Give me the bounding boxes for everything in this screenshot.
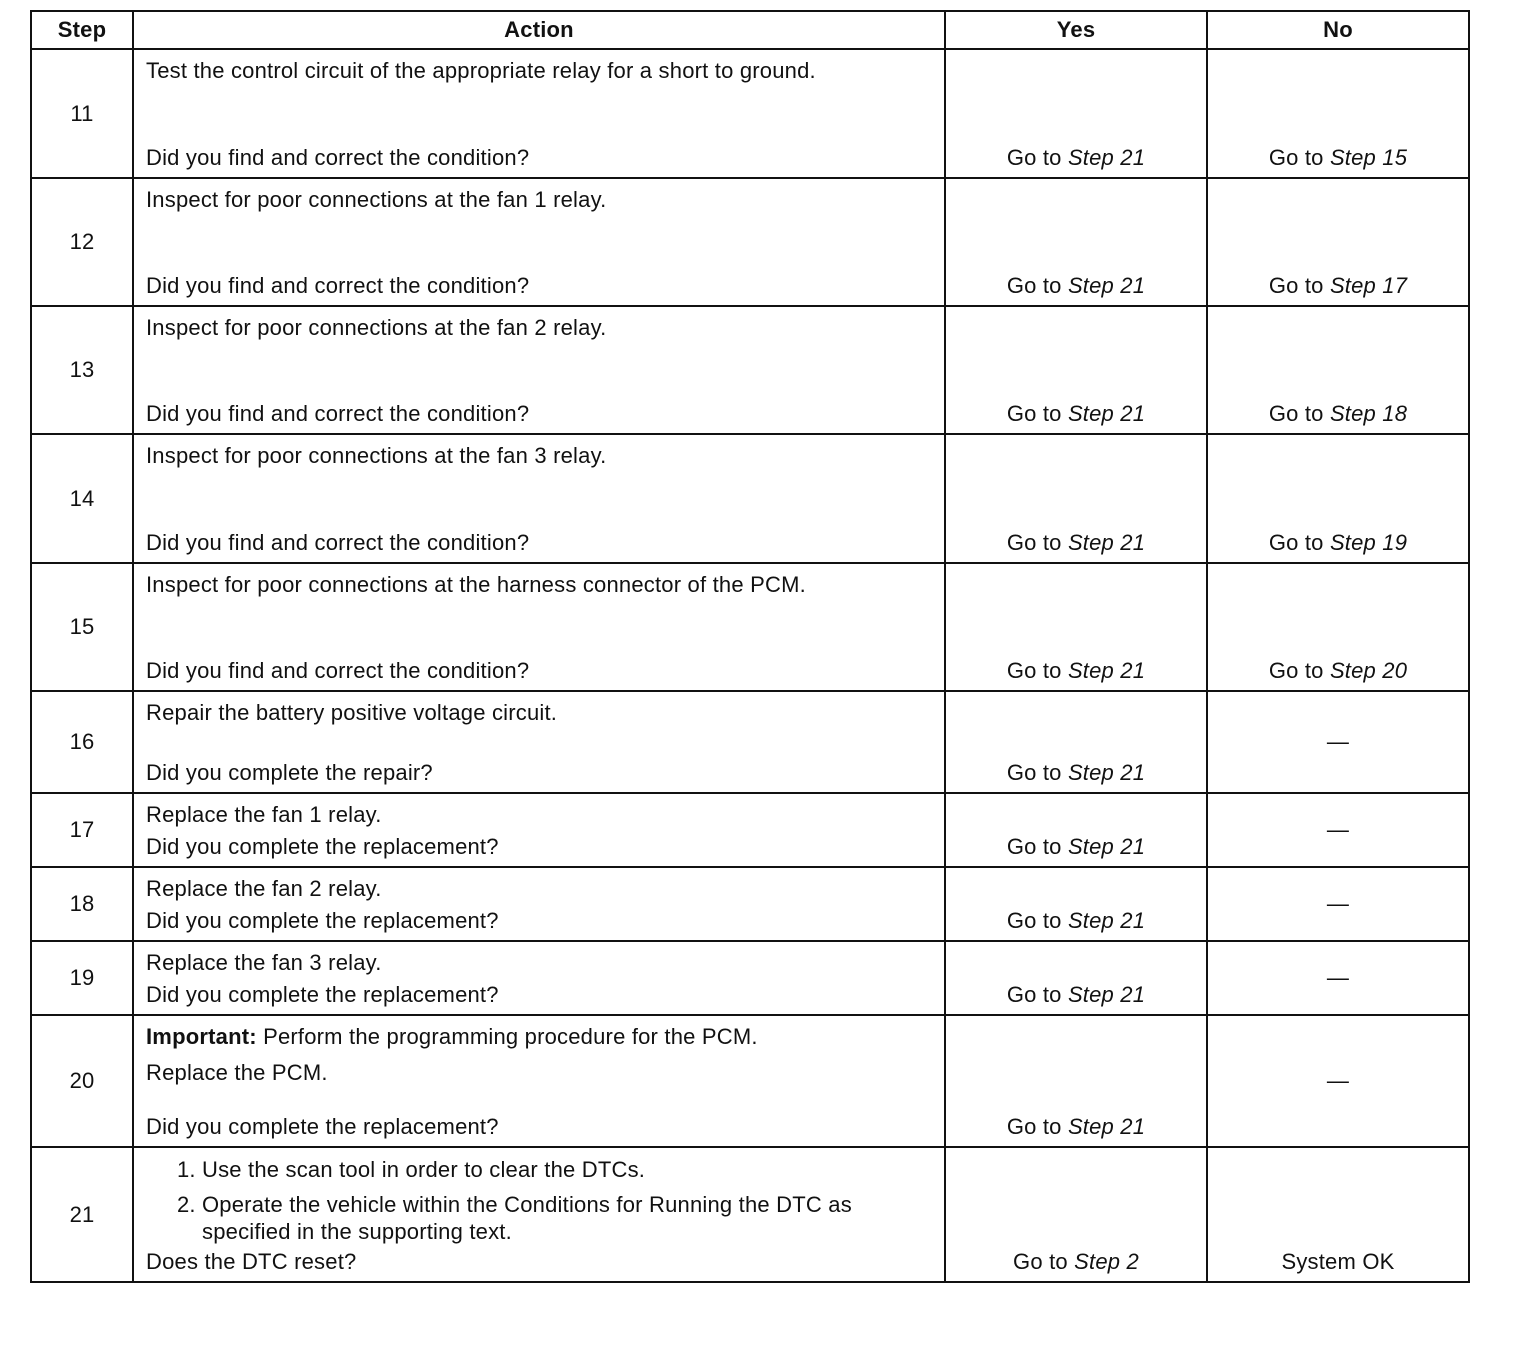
yes-cell xyxy=(945,1147,1207,1282)
goto-prefix: Go to xyxy=(1268,401,1324,426)
action-question: Did you complete the replacement? xyxy=(146,908,499,933)
step-number: 16 xyxy=(31,691,133,793)
action-cell xyxy=(133,178,945,306)
action-cell xyxy=(133,1015,945,1147)
yes-cell xyxy=(945,49,1207,178)
action-question: Did you complete the repair? xyxy=(146,760,433,785)
step-number: 15 xyxy=(31,563,133,691)
step-number: 19 xyxy=(31,941,133,1015)
action-question: Does the DTC reset? xyxy=(146,1249,357,1274)
step-number: 17 xyxy=(31,793,133,867)
no-cell xyxy=(1207,563,1469,691)
table-row xyxy=(31,691,1469,793)
goto-prefix: Go to xyxy=(1006,760,1062,785)
action-text: Test the control circuit of the appropriate relay for a short to ground. xyxy=(146,58,816,83)
no-cell xyxy=(1207,941,1469,1015)
goto-prefix: Go to xyxy=(1268,145,1324,170)
yes-cell xyxy=(945,306,1207,434)
no-cell xyxy=(1207,49,1469,178)
no-cell xyxy=(1207,793,1469,867)
goto-step-link: Step 15 xyxy=(1329,145,1408,170)
list-item: 1. Use the scan tool in order to clear the DTCs. xyxy=(202,1156,932,1183)
step-number: 21 xyxy=(31,1147,133,1282)
header-yes: Yes xyxy=(945,11,1207,49)
table-header-row xyxy=(31,11,1469,49)
action-question: Did you complete the replacement? xyxy=(146,834,499,859)
procedure-list xyxy=(146,1156,932,1245)
yes-cell xyxy=(945,1015,1207,1147)
header-no: No xyxy=(1207,11,1469,49)
action-cell xyxy=(133,867,945,941)
goto-prefix: Go to xyxy=(1006,273,1062,298)
goto-prefix: Go to xyxy=(1006,401,1062,426)
no-cell xyxy=(1207,306,1469,434)
action-text: Repair the battery positive voltage circuit. xyxy=(146,700,558,725)
list-item: 2. Operate the vehicle within the Conditions for Running the DTC as specified in the supporting text. xyxy=(202,1191,932,1245)
goto-step-link: Step 21 xyxy=(1067,982,1146,1007)
no-cell xyxy=(1207,1015,1469,1147)
goto-step-link: Step 21 xyxy=(1067,530,1146,555)
table-row xyxy=(31,306,1469,434)
dash-placeholder: — xyxy=(1326,965,1350,990)
important-text: Perform the programming procedure for the PCM. xyxy=(256,1024,758,1049)
goto-prefix: Go to xyxy=(1013,1249,1068,1274)
step-number: 14 xyxy=(31,434,133,563)
header-action: Action xyxy=(133,11,945,49)
action-text: Replace the fan 3 relay. xyxy=(146,950,382,975)
action-cell xyxy=(133,691,945,793)
goto-step-link: Step 17 xyxy=(1329,273,1408,298)
goto-prefix: Go to xyxy=(1268,273,1324,298)
no-cell xyxy=(1207,867,1469,941)
step-number: 20 xyxy=(31,1015,133,1147)
goto-step-link: Step 21 xyxy=(1067,658,1146,683)
yes-cell xyxy=(945,941,1207,1015)
action-text: Inspect for poor connections at the harness connector of the PCM. xyxy=(146,572,806,597)
goto-step-link: Step 18 xyxy=(1329,401,1408,426)
action-cell xyxy=(133,434,945,563)
action-text: Replace the fan 1 relay. xyxy=(146,802,382,827)
action-question: Did you find and correct the condition? xyxy=(146,530,530,555)
goto-step-link: Step 21 xyxy=(1067,401,1146,426)
goto-step-link: Step 21 xyxy=(1067,760,1146,785)
goto-step-link: Step 20 xyxy=(1329,658,1408,683)
yes-cell xyxy=(945,434,1207,563)
goto-step-link: Step 21 xyxy=(1067,834,1146,859)
goto-step-link: Step 21 xyxy=(1067,273,1146,298)
step-number: 13 xyxy=(31,306,133,434)
action-question: Did you find and correct the condition? xyxy=(146,273,530,298)
table-row xyxy=(31,49,1469,178)
goto-step-link: Step 21 xyxy=(1067,145,1146,170)
action-text: Replace the PCM. xyxy=(146,1060,328,1085)
action-question: Did you complete the replacement? xyxy=(146,1114,499,1139)
yes-cell xyxy=(945,691,1207,793)
step-number: 11 xyxy=(31,49,133,178)
goto-prefix: Go to xyxy=(1006,145,1062,170)
goto-prefix: Go to xyxy=(1006,658,1062,683)
no-cell xyxy=(1207,434,1469,563)
goto-step-link: Step 21 xyxy=(1067,908,1146,933)
action-cell xyxy=(133,793,945,867)
result-text: System OK xyxy=(1281,1249,1395,1274)
yes-cell xyxy=(945,793,1207,867)
no-cell xyxy=(1207,178,1469,306)
action-text: Inspect for poor connections at the fan 3 relay. xyxy=(146,443,607,468)
dash-placeholder: — xyxy=(1326,1068,1350,1093)
goto-step-link: Step 19 xyxy=(1329,530,1408,555)
table-row xyxy=(31,178,1469,306)
important-label: Important: xyxy=(146,1024,257,1049)
action-cell xyxy=(133,941,945,1015)
goto-prefix: Go to xyxy=(1268,530,1324,555)
yes-cell xyxy=(945,867,1207,941)
yes-cell xyxy=(945,563,1207,691)
goto-prefix: Go to xyxy=(1006,1114,1062,1139)
action-question: Did you find and correct the condition? xyxy=(146,658,530,683)
goto-prefix: Go to xyxy=(1006,834,1062,859)
table-row xyxy=(31,793,1469,867)
goto-step-link: Step 2 xyxy=(1074,1249,1139,1274)
table-row xyxy=(31,867,1469,941)
goto-prefix: Go to xyxy=(1006,530,1062,555)
action-text: Replace the fan 2 relay. xyxy=(146,876,382,901)
no-cell xyxy=(1207,691,1469,793)
table-row xyxy=(31,1147,1469,1282)
table-row xyxy=(31,563,1469,691)
dash-placeholder: — xyxy=(1326,817,1350,842)
dash-placeholder: — xyxy=(1326,729,1350,754)
action-cell xyxy=(133,1147,945,1282)
goto-prefix: Go to xyxy=(1006,908,1062,933)
action-text: Inspect for poor connections at the fan 2 relay. xyxy=(146,315,607,340)
dash-placeholder: — xyxy=(1326,891,1350,916)
action-cell xyxy=(133,306,945,434)
header-step: Step xyxy=(31,11,133,49)
action-question: Did you find and correct the condition? xyxy=(146,401,530,426)
action-cell xyxy=(133,49,945,178)
action-question: Did you complete the replacement? xyxy=(146,982,499,1007)
goto-prefix: Go to xyxy=(1006,982,1062,1007)
action-question: Did you find and correct the condition? xyxy=(146,145,530,170)
table-row xyxy=(31,434,1469,563)
goto-step-link: Step 21 xyxy=(1067,1114,1146,1139)
action-text: Inspect for poor connections at the fan 1 relay. xyxy=(146,187,607,212)
step-number: 18 xyxy=(31,867,133,941)
action-cell xyxy=(133,563,945,691)
no-cell xyxy=(1207,1147,1469,1282)
table-row xyxy=(31,1015,1469,1147)
step-number: 12 xyxy=(31,178,133,306)
important-note xyxy=(146,1024,932,1050)
yes-cell xyxy=(945,178,1207,306)
table-row xyxy=(31,941,1469,1015)
goto-prefix: Go to xyxy=(1268,658,1324,683)
diagnostic-table xyxy=(30,10,1470,1283)
